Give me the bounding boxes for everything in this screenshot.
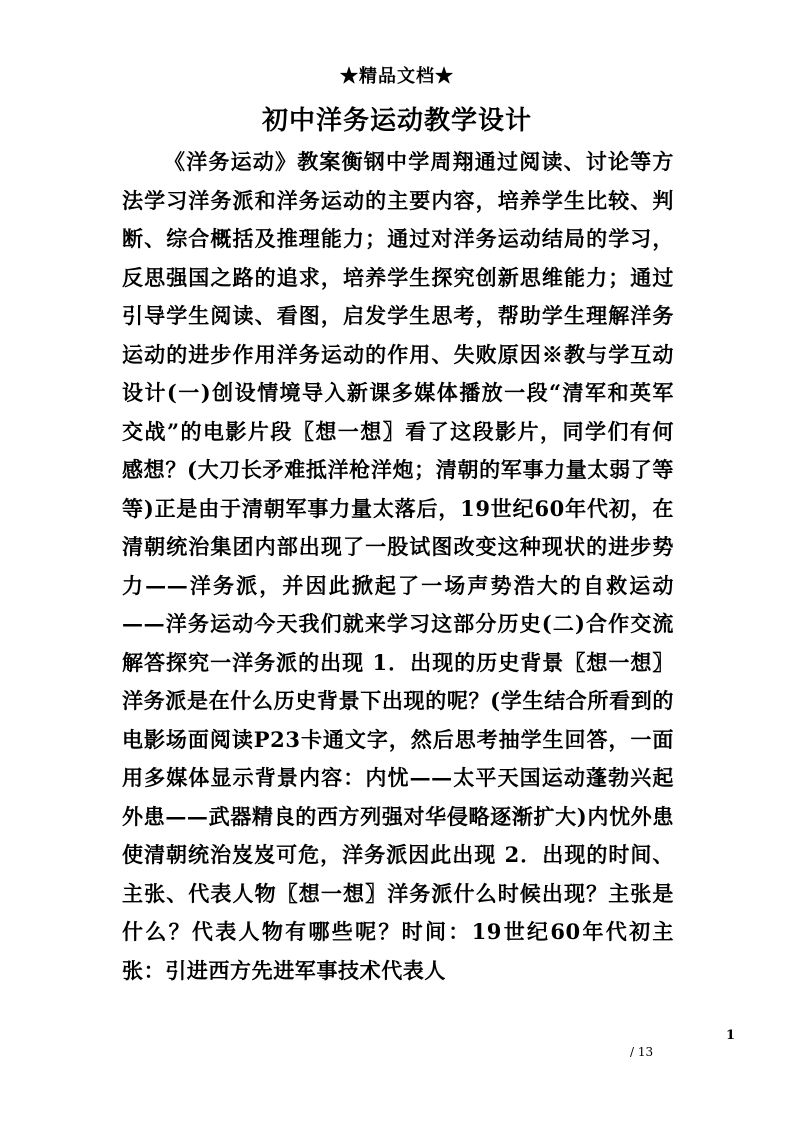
body-paragraph: 《洋务运动》教案衡钢中学周翔通过阅读、讨论等方法学习洋务派和洋务运动的主要内容，培养学生比较、判断、综合概括及推理能力；通过对洋务运动结局的学习，反思强国之路的追求，培养学生探究创新思维能力；通过引导学生阅读、看图，启发学生思考，帮助学生理解洋务运动的进步作用洋务运动的作用、失败原因※教与学互动设计(一)创设情境导入新课多媒体播放一段“清军和英军交战”的电影片段〖想一想〗看了这段影片，同学们有何感想？(大刀长矛难抵洋枪洋炮；清朝的军事力量太弱了等等)正是由于清朝军事力量太落后，19世纪60年代初，在清朝统治集团内部出现了一股试图改变这种现状的进步势力——洋务派，并因此掀起了一场声势浩大的自救运动——洋务运动今天我们就来学习这部分历史(二)合作交流解答探究一洋务派的出现 1．出现的历史背景〖想一想〗洋务派是在什么历史背景下出现的呢？(学生结合所看到的电影场面阅读P23卡通文字，然后思考抽学生回答，一面用多媒体显示背景内容：内忧——太平天国运动蓬勃兴起外患——武器精良的西方列强对华侵略逐渐扩大)内忧外患使清朝统治岌岌可危，洋务派因此出现 2．出现的时间、主张、代表人物〖想一想〗洋务派什么时候出现？主张是什么？代表人物有哪些呢？时间：19世纪60年代初主张：引进西方先进军事技术代表人 [122, 149, 674, 983]
page-total: / 13 [630, 1045, 654, 1059]
page-number: 1 [726, 1028, 736, 1043]
header-mark: ★精品文档★ [340, 66, 454, 87]
document-title: 初中洋务运动教学设计 [261, 106, 532, 136]
